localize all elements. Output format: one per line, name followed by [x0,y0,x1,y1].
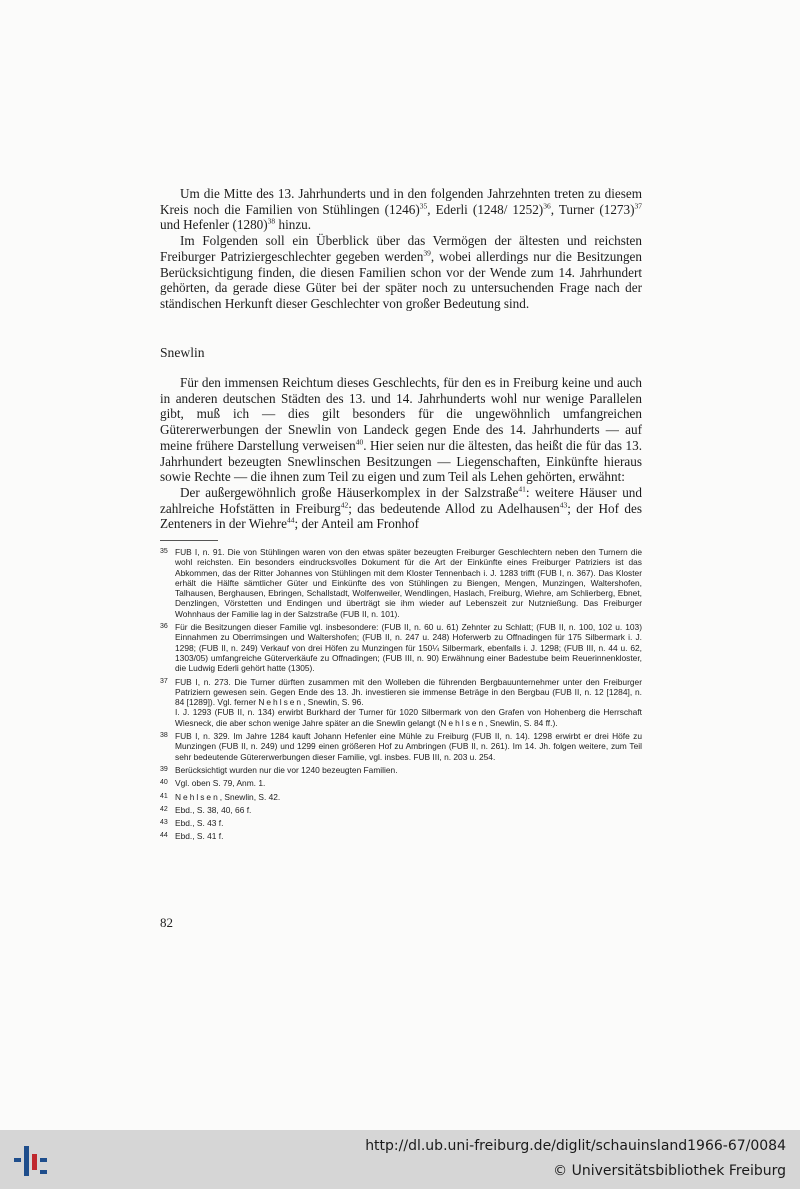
footnote-ref[interactable]: 36 [543,201,551,211]
copyright-text: © Universitätsbibliothek Freiburg [553,1163,786,1179]
footnote-text: FUB I, n. 329. Im Jahre 1284 kauft Johann Hefenler eine Mühle zu Freiburg (FUB II, n. 14). 1298 erwirbt er drei Höfe zu Munzingen (FUB II, n. 249) und 1299 einen größeren Hof zu Ambringen (FUB II, n. 261). Im 14. Jh. folgen weitere, zum Teil sehr bedeutende Gütererwerbungen dieser Familie, vgl. insbes. FUB III, n. 203 u. 254. [175,731,642,762]
paragraph-text: ; das bedeutende Allod zu Adelhausen [348,500,560,516]
footnote-35 [160,547,642,619]
paragraph-2 [160,233,642,312]
footnote-number: 36 [160,623,168,631]
footnote-text-part: , Snewlin, S. 84 ff.). [485,717,558,728]
footnote-number: 44 [160,832,168,840]
paragraph-text: Um die Mitte des 13. Jahrhunderts und in den folgenden Jahrzehnten treten zu diesem Kreis noch die Familien von Stühlingen (1246) [160,186,642,217]
footnote-text-part: , Snewlin, S. 96. [303,697,364,708]
footnote-number: 41 [160,792,168,800]
footnote-text [175,792,642,802]
footnote-ref[interactable]: 43 [559,500,568,510]
paragraph-text: , Turner (1273) [550,201,635,217]
paragraph-text: Im Folgenden soll ein Überblick über das Vermögen der ältesten und reichsten Freiburger Patriziergeschlechter gegeben werden [160,233,642,264]
footnote-text: Ebd., S. 38, 40, 66 f. [175,804,252,815]
body-text [160,186,642,312]
footer-bar [0,1130,800,1189]
footnote-number: 35 [160,548,168,555]
footnote-41 [160,792,642,802]
footnote-ref[interactable]: 40 [355,437,364,447]
footnote-number: 39 [160,765,168,773]
footnote-36 [160,622,642,673]
author-name: Nehlsen [258,697,304,708]
footnote-text: Ebd., S. 43 f. [175,818,224,829]
footnote-text: Vgl. oben S. 79, Anm. 1. [175,778,266,789]
paragraph-text: : weitere Häuser und zahlreiche Hofstätten in Freiburg [160,484,642,516]
section [160,345,642,361]
footnote-38 [160,731,642,762]
footnote-divider [160,540,218,541]
footnote-text: FUB I, n. 91. Die von Stühlingen waren von den etwas später bezeugten Freiburger Geschlechtern neben den Turnern die wohl reichsten. Ein besonders eindrucksvolles Dokument für die Art der Einkünfte eines Freiburger Patriziers ist das Abkommen, das der Ritter Johannes von Stühlingen mit dem Kloster Tennenbach i. J. 1283 trifft (FUB I, n. 367). Das Kloster erhält die Hälfte sämtlicher Güter und Einkünfte des von Stühlingen zu Biengen, Mengen, Munzingen, Waltershofen, Talhausen, Berghausen, Ebringen, Schallstadt, Wolfenweiler, Wendlingen, Haslach, Freiburg, Wiehre, am Schlierberg, Ebnet, Denzlingen, Vörstetten und Endingen und überträgt sie ihm wieder auf Lebenszeit zur Nutznießung. Das Freiburger Wohnhaus der Familie lag in der Salzstraße (FUB II, n. 101). [175,547,642,619]
paragraph-1 [160,186,642,233]
footnote-ref[interactable]: 35 [419,201,428,211]
footnote-text [175,677,642,728]
footnote-42 [160,805,642,815]
paragraph-text: hinzu. [275,217,312,233]
footnote-40 [160,778,642,788]
paragraph-text: , wobei allerdings nur die Besitzungen Berücksichtigung finden, die diesen Familien schon vor der Wende zum 14. Jahrhundert gehörten, da gerade diese Güter bei der später noch zu untersuchenden Frage nach der ständischen Herkunft dieser Geschlechter von großer Bedeutung sind. [160,248,642,311]
footnote-number: 43 [160,819,168,827]
footnote-number: 40 [160,779,168,787]
author-name: Nehlsen [440,717,486,728]
footnote-43 [160,818,642,828]
footnote-text: Ebd., S. 41 f. [175,831,224,842]
footnote-ref[interactable]: 37 [634,201,642,211]
paragraph-3 [160,375,642,485]
paragraph-text: ; der Anteil am Fronhof [294,516,420,532]
paragraph-text: , Ederli (1248/ 1252) [427,201,544,217]
paragraph-text: Der außergewöhnlich große Häuserkomplex in der Salzstraße [180,484,519,500]
footnote-text-part: FUB I, n. 273. Die Turner dürften zusammen mit den Wolleben die führenden Bergbauunternehmer unter den Freiburger Patriziern gewesen sein. Gegen Ende des 13. Jh. investieren sie immense Beträge in den Bergbau (FUB II, n. 12 [1284], n. 84 [1289]). Vgl. ferner [175,676,642,708]
paragraph-text: ; der Hof des Zenteners in der Wiehre [160,500,643,532]
ub-freiburg-logo-icon [12,1140,52,1180]
footnote-39 [160,765,642,775]
footnote-ref[interactable]: 38 [267,217,276,227]
section-heading: Snewlin [160,345,205,360]
footnote-number: 42 [160,805,168,813]
footnote-ref[interactable]: 44 [287,515,295,525]
footnote-ref[interactable]: 41 [518,484,526,494]
paragraph-text: Für den immensen Reichtum dieses Geschlechts, für den es in Freiburg keine und auch in anderen deutschen Städten des 13. und 14. Jahrhunderts wohl nur wenige Parallelen gibt, muß ich — dies gilt besonders für die ungewöhnlich umfangreichen Gütererwerbungen der Snewlin von Landeck gegen Ende des 14. Jahrhunderts — auf meine frühere Darstellung verweisen [160,375,642,453]
footnote-text: Berücksichtigt wurden nur die vor 1240 bezeugten Familien. [175,764,398,775]
footnote-ref[interactable]: 42 [340,500,349,510]
footnote-number: 37 [160,677,168,685]
footnote-ref[interactable]: 39 [423,248,431,258]
paragraph-4 [160,485,642,532]
footnote-44 [160,831,642,841]
body-text-2 [160,375,642,532]
paragraph-text: . Hier seien nur die ältesten, das heißt die für das 13. Jahrhundert bezeugten Snewlinschen Besitzungen — Liegenschaften, Einkünfte hieraus sowie Rechte — die ihnen zum Teil zu eigen und zum Teil als Lehen gehörten, erwähnt: [160,437,642,485]
footnote-37 [160,677,642,728]
footnote-text: Für die Besitzungen dieser Familie vgl. insbesondere: (FUB II, n. 60 u. 61) Zehnter zu Schlatt; (FUB II, n. 100, 102 u. 103) Einnahmen zu Oberrimsingen und Waltershofen; (FUB II, n. 247 u. 248) Hoferwerb zu Offnadingen für 175 Silbermark i. J. 1298; (FUB II, n. 249) Verkauf von drei Höfen zu Munzingen für 150¼ Silbermark, ebenfalls i. J. 1298; (FUB III, n. 44 u. 62, 1303/05) umfangreiche Güterverkäufe zu Offnadingen; (FUB III, n. 90) Erwähnung einer Badestube beim Reuerinnenkloster, die Ludwig Ederli gehört hatte (1305). [175,622,642,674]
footnote-text-part: , Snewlin, S. 42. [219,791,281,802]
author-name: Nehlsen [175,791,220,802]
footnotes [160,547,642,845]
footnote-number: 38 [160,732,168,740]
source-url-link[interactable]: http://dl.ub.uni-freiburg.de/diglit/schauinsland1966-67/0084 [365,1138,786,1154]
footnote-text-part: I. J. 1293 (FUB II, n. 134) erwirbt Burkhard der Turner für 1020 Silbermark von den Grafen von Hohenberg die Herrschaft Wiesneck, die aber schon wenige Jahre später an die Snewlin gelangt ( [175,707,642,728]
page-number: 82 [160,915,173,930]
paragraph-text: und Hefenler (1280) [160,217,268,233]
